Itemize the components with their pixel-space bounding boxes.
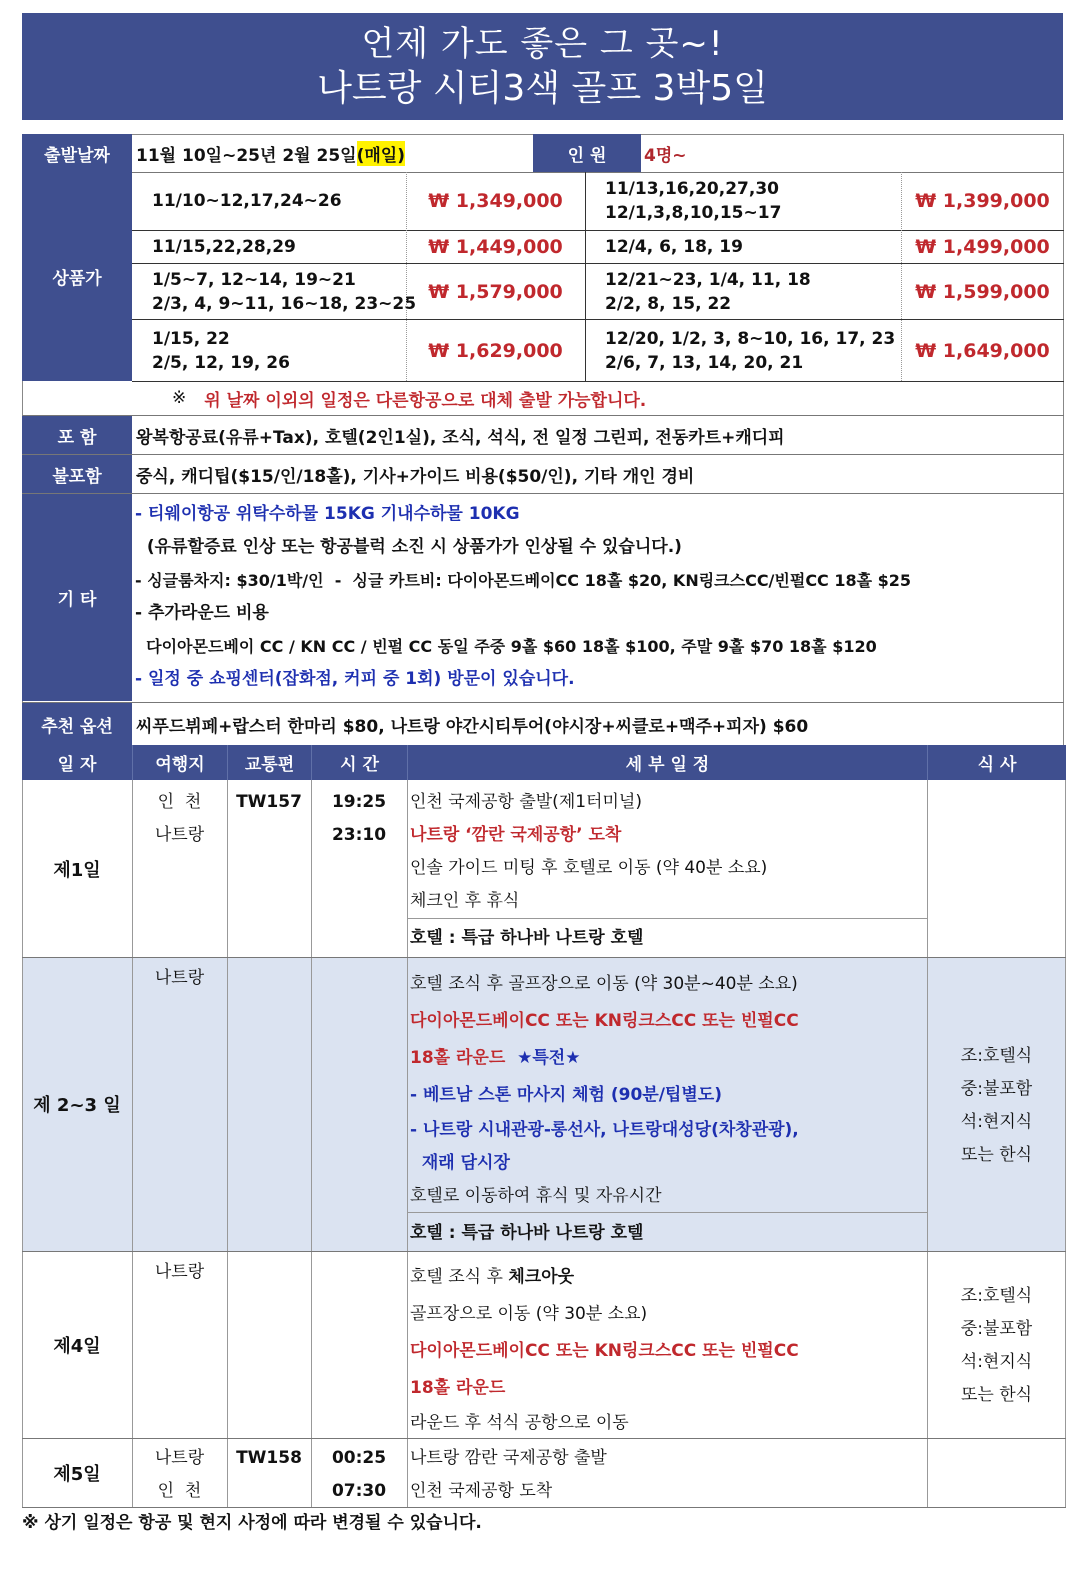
pricing-note: ※ 위 날짜 이외의 일정은 다른항공으로 대체 출발 가능합니다. (172, 388, 647, 411)
col-place: 여행지 (132, 745, 227, 780)
day-5-places: 나트랑 인 천 (154, 1448, 205, 1501)
banner-line-2: 나트랑 시티3색 골프 3박5일 (317, 67, 768, 109)
col-meals: 식 사 (927, 745, 1066, 780)
departure-label: 출발날짜 (22, 134, 132, 172)
excludes-label: 불포함 (22, 455, 132, 493)
price-dates-left: 11/15,22,28,29 (152, 237, 296, 257)
price-value: ₩ 1,649,000 (915, 339, 1050, 362)
day-1-label: 제1일 (53, 859, 101, 881)
includes-value: 왕복항공료(유류+Tax), 호텔(2인1실), 조식, 석식, 전 일정 그린피, 전동카트+캐디피 (136, 427, 785, 448)
price-dates-left: 1/15, 22 2/5, 12, 19, 26 (152, 328, 290, 373)
departure-value (136, 134, 405, 172)
banner-line-1: 언제 가도 좋은 그 곳~! (361, 23, 724, 64)
special-badge: ★특전★ (517, 1048, 581, 1068)
price-value: ₩ 1,629,000 (428, 339, 563, 362)
people-label: 인 원 (533, 134, 641, 172)
title-banner (22, 13, 1063, 120)
day-1-times: 19:25 23:10 (331, 792, 387, 845)
price-dates-right: 11/13,16,20,27,30 12/1,3,8,10,15~17 (605, 179, 782, 223)
day-5-details: 나트랑 깜란 국제공항 출발 인천 국제공항 도착 (410, 1448, 607, 1501)
day-1-hotel: 호텔 : 특급 하나바 나트랑 호텔 (410, 928, 644, 948)
price-value: ₩ 1,449,000 (428, 236, 563, 258)
price-value: ₩ 1,399,000 (915, 190, 1050, 212)
price-dates-right: 12/21~23, 1/4, 11, 18 2/2, 8, 15, 22 (605, 269, 811, 314)
day-4-label: 제4일 (53, 1335, 101, 1357)
price-dates-left: 1/5~7, 12~14, 19~21 2/3, 4, 9~11, 16~18, 23~25 (152, 269, 417, 314)
pricing-label: 상품가 (22, 172, 132, 381)
col-day: 일 자 (22, 745, 132, 780)
day-1-flight: TW157 (236, 792, 302, 812)
day-2-3-label: 제 2~3 일 (33, 1095, 121, 1116)
etc-label: 기 타 (22, 494, 132, 701)
footer-disclaimer: ※ 상기 일정은 항공 및 현지 사정에 따라 변경될 수 있습니다. (22, 1513, 482, 1533)
price-value: ₩ 1,579,000 (428, 280, 563, 303)
includes-label: 포 함 (22, 416, 132, 454)
options-label: 추천 옵션 (22, 703, 132, 745)
day-1-places: 인 천 나트랑 (154, 792, 205, 845)
day-4-details: 호텔 조식 후 체크아웃 골프장으로 이동 (약 30분 소요) 다이아몬드베이CC 또는 KN링크스CC 또는 빈펄CC 18홀 라운드 라운드 후 석식 공항으로 이동 (410, 1267, 799, 1433)
price-value: ₩ 1,599,000 (915, 280, 1050, 303)
day-5-times: 00:25 07:30 (331, 1448, 387, 1501)
excludes-value: 중식, 캐디팁($15/인/18홀), 기사+가이드 비용($50/인), 기타 개인 경비 (136, 466, 695, 487)
day-4-meals: 조:호텔식 중:불포함 석:현지식 또는 한식 (960, 1286, 1033, 1405)
col-time: 시 간 (311, 745, 407, 780)
note-mark-icon: ※ (172, 388, 187, 408)
col-detail: 세 부 일 정 (407, 745, 927, 780)
day-2-3-meals: 조:호텔식 중:불포함 석:현지식 또는 한식 (960, 1046, 1033, 1165)
day-5-flight: TW158 (236, 1448, 302, 1468)
departure-dates: 11월 10일~25년 2월 25일 (136, 145, 357, 166)
price-dates-left: 11/10~12,17,24~26 (152, 191, 342, 211)
day-2-3-places: 나트랑 (154, 968, 205, 988)
etc-notes: - 티웨이항공 위탁수하물 15KG 기내수하물 10KG (유류할증료 인상 또는 항공블럭 소진 시 상품가가 인상될 수 있습니다.) - 싱글룸차지: $30/1박/인 - 싱글 카트비: 다이아몬드베이CC 18홀 $20, KN링크스CC/빈펄CC 18홀 $25 - 추가라운드 비용 다이아몬드베이 CC / KN CC / 빈펄 CC 동일 주중 9홀 $60 18홀 $100, 주말 9홀 $70 18홀 $120 - 일정 중 쇼핑센터(잡화점, 커피 중 1회) 방문이 있습니다. (135, 504, 912, 689)
price-value: ₩ 1,349,000 (428, 190, 563, 212)
price-dates-right: 12/4, 6, 18, 19 (605, 237, 743, 257)
col-transport: 교통편 (227, 745, 311, 780)
day-1-details: 인천 국제공항 출발(제1터미널) 나트랑 ‘깜란 국제공항’ 도착 인솔 가이드 미팅 후 호텔로 이동 (약 40분 소요) 체크인 후 휴식 (410, 792, 768, 911)
day-2-3-details: 호텔 조식 후 골프장으로 이동 (약 30분~40분 소요) 다이아몬드베이CC 또는 KN링크스CC 또는 빈펄CC 18홀 라운드 ★특전★ - 베트남 스톤 마사지 체험 (90분/팁별도) - 나트랑 시내관광-롱선사, 나트랑대성당(차창관광), 재래 담시장 호텔로 이동하여 휴식 및 자유시간 (410, 974, 799, 1206)
people-value: 4명~ (644, 145, 687, 166)
day-2-3-hotel: 호텔 : 특급 하나바 나트랑 호텔 (410, 1223, 644, 1243)
day-5-label: 제5일 (53, 1463, 101, 1485)
day-4-places: 나트랑 (154, 1262, 205, 1282)
options-value: 씨푸드뷔페+랍스터 한마리 $80, 나트랑 야간시티투어(야시장+씨클로+맥주+피자) $60 (136, 716, 809, 737)
daily-badge: (매일) (357, 141, 405, 166)
price-value: ₩ 1,499,000 (915, 236, 1050, 258)
price-dates-right: 12/20, 1/2, 3, 8~10, 16, 17, 23 2/6, 7, 13, 14, 20, 21 (605, 328, 896, 373)
